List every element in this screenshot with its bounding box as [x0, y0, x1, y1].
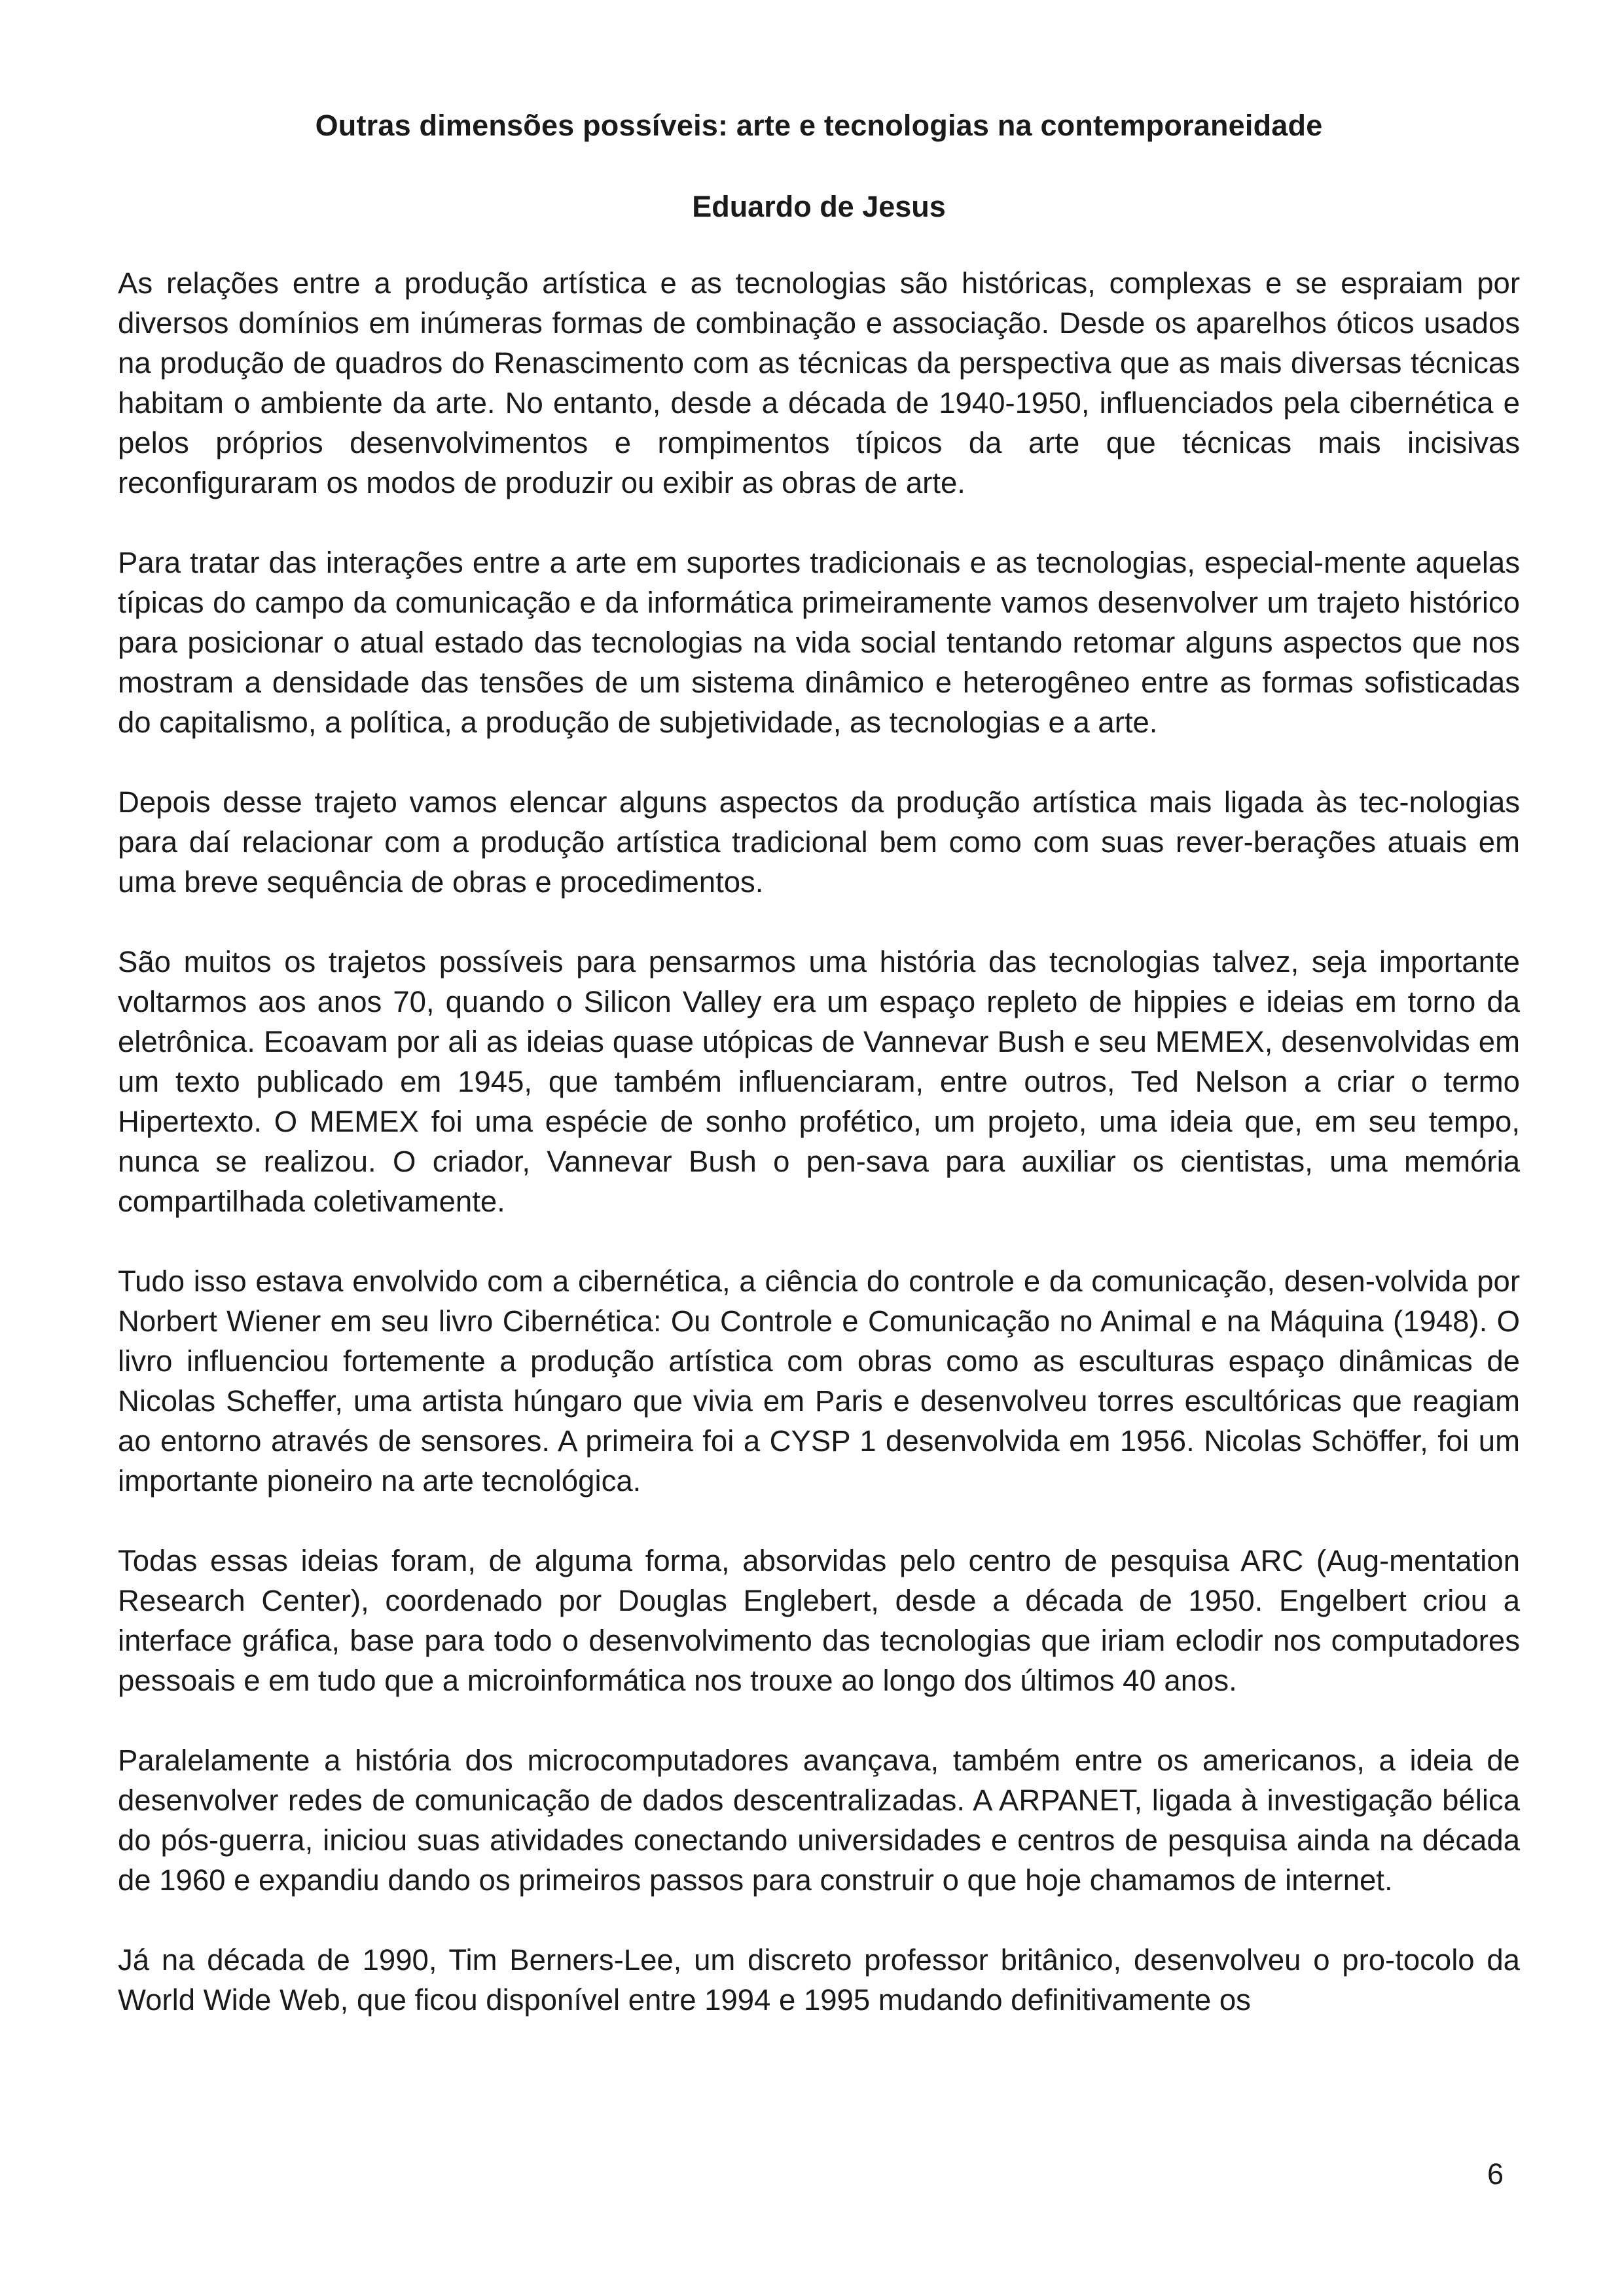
article-body	[118, 263, 1520, 2020]
article-author: Eduardo de Jesus	[692, 190, 946, 223]
paragraph-1: As relações entre a produção artística e as tecnologias são históricas, complexas e se espraiam por diversos domínios em inúmeras formas de combinação e associação. Desde os aparelhos óticos usados na produção de quadros do Renascimento com as técnicas da perspectiva que as mais diversas técnicas habitam o ambiente da arte. No entanto, desde a década de 1940-1950, influenciados pela cibernética e pelos próprios desenvolvimentos e rompimentos típicos da arte que técnicas mais incisivas reconfiguraram os modos de produzir ou exibir as obras de arte.	[118, 266, 1520, 499]
paragraph-8: Já na década de 1990, Tim Berners-Lee, um discreto professor britânico, desenvolveu o pro-tocolo da World Wide Web, que ficou disponível entre 1994 e 1995 mudando definitivamente os	[118, 1943, 1520, 2017]
page-number: 6	[1487, 2157, 1504, 2191]
paragraph-3: Depois desse trajeto vamos elencar alguns aspectos da produção artística mais ligada às tec-nologias para daí relacionar com a produção artística tradicional bem como com suas rever-berações atuais em uma breve sequência de obras e procedimentos.	[118, 785, 1520, 899]
document-page	[118, 105, 1520, 2238]
paragraph-2: Para tratar das interações entre a arte em suportes tradicionais e as tecnologias, especial-mente aquelas típicas do campo da comunicação e da informática primeiramente vamos desenvolver um trajeto histórico para posicionar o atual estado das tecnologias na vida social tentando retomar alguns aspectos que nos mostram a densidade das tensões de um sistema dinâmico e heterogêneo entre as formas sofisticadas do capitalismo, a política, a produção de subjetividade, as tecnologias e a arte.	[118, 546, 1520, 739]
article-title: Outras dimensões possíveis: arte e tecnologias na contemporaneidade	[315, 109, 1323, 142]
paragraph-7: Paralelamente a história dos microcomputadores avançava, também entre os americanos, a ideia de desenvolver redes de comunicação de dados descentralizadas. A ARPANET, ligada à investigação bélica do pós-guerra, iniciou suas atividades conectando universidades e centros de pesquisa ainda na década de 1960 e expandiu dando os primeiros passos para construir o que hoje chamamos de internet.	[118, 1744, 1520, 1897]
paragraph-5: Tudo isso estava envolvido com a cibernética, a ciência do controle e da comunicação, desen-volvida por Norbert Wiener em seu livro Cibernética: Ou Controle e Comunicação no Animal e na Máquina (1948). O livro influenciou fortemente a produção artística com obras como as esculturas espaço dinâmicas de Nicolas Scheffer, uma artista húngaro que vivia em Paris e desenvolveu torres escultóricas que reagiam ao entorno através de sensores. A primeira foi a CYSP 1 desenvolvida em 1956. Nicolas Schöffer, foi um importante pioneiro na arte tecnológica.	[118, 1265, 1520, 1498]
paragraph-4: São muitos os trajetos possíveis para pensarmos uma história das tecnologias talvez, seja importante voltarmos aos anos 70, quando o Silicon Valley era um espaço repleto de hippies e ideias em torno da eletrônica. Ecoavam por ali as ideias quase utópicas de Vannevar Bush e seu MEMEX, desenvolvidas em um texto publicado em 1945, que também influenciaram, entre outros, Ted Nelson a criar o termo Hipertexto. O MEMEX foi uma espécie de sonho profético, um projeto, uma ideia que, em seu tempo, nunca se realizou. O criador, Vannevar Bush o pen-sava para auxiliar os cientistas, uma memória compartilhada coletivamente.	[118, 945, 1520, 1218]
paragraph-6: Todas essas ideias foram, de alguma forma, absorvidas pelo centro de pesquisa ARC (Aug-mentation Research Center), coordenado por Douglas Englebert, desde a década de 1950. Engelbert criou a interface gráfica, base para todo o desenvolvimento das tecnologias que iriam eclodir nos computadores pessoais e em tudo que a microinformática nos trouxe ao longo dos últimos 40 anos.	[118, 1544, 1520, 1697]
